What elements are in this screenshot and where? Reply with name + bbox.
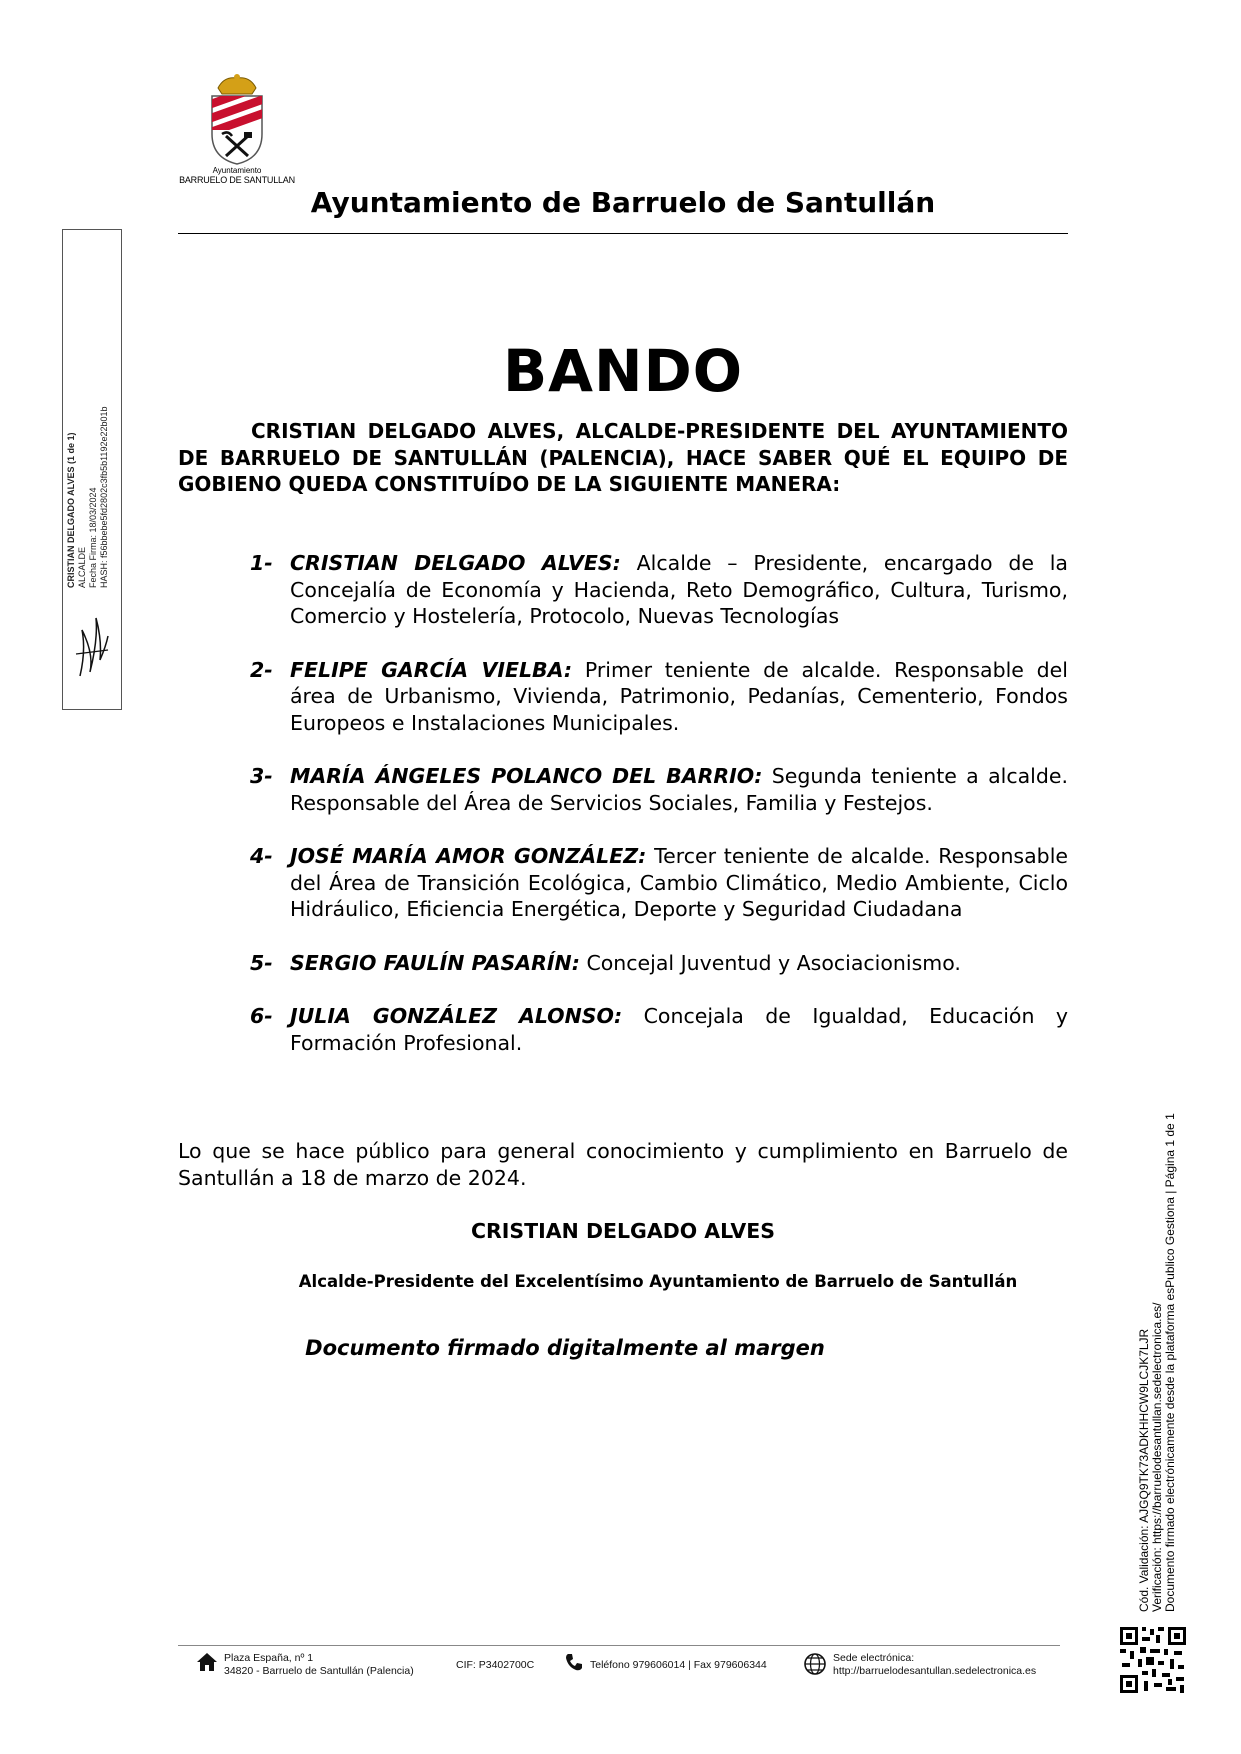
list-item	[178, 1003, 1068, 1056]
footer-phone-text: Teléfono 979606014 | Fax 979606344	[590, 1659, 767, 1671]
footer-address-line2: 34820 - Barruelo de Santullán (Palencia)	[224, 1665, 414, 1677]
phone-icon	[564, 1652, 584, 1672]
signer-stamp-name: CRISTIAN DELGADO ALVES (1 de 1)	[66, 432, 76, 588]
item-name: CRISTIAN DELGADO ALVES:	[290, 551, 621, 575]
signer-stamp-hash: HASH: f56bbebe5fd2802c3fb5b1192e22b01b	[99, 406, 109, 588]
item-name: MARÍA ÁNGELES POLANCO DEL BARRIO:	[290, 764, 763, 788]
list-item	[178, 763, 1068, 816]
document-title: BANDO	[502, 337, 744, 405]
item-name: SERGIO FAULÍN PASARÍN:	[290, 950, 580, 975]
qr-code-icon[interactable]	[1118, 1625, 1188, 1695]
footer-address	[196, 1652, 414, 1678]
item-number: 6-	[250, 1004, 273, 1028]
item-number: 2-	[250, 657, 273, 682]
item-number: 3-	[250, 764, 273, 788]
signer-stamp-role: ALCALDE	[77, 546, 87, 588]
header-title: Ayuntamiento de Barruelo de Santullán	[310, 186, 936, 219]
intro-paragraph: CRISTIAN DELGADO ALVES, ALCALDE-PRESIDENTE DEL AYUNTAMIENTO DE BARRUELO DE SANTULLÁN (PALENCIA), HACE SABER QUÉ EL EQUIPO DE GOBIENO QUEDA CONSTITUÍDO DE LA SIGUIENTE MANERA:	[178, 419, 1068, 496]
item-name: FELIPE GARCÍA VIELBA:	[290, 657, 573, 682]
item-description: Concejala de Igualdad, Educación y Formación Profesional.	[290, 1004, 1068, 1055]
verification-url: Verificación: https://barruelodesantullan.sedelectronica.es/	[1150, 1302, 1164, 1612]
footer-sede-label: Sede electrónica:	[833, 1652, 915, 1664]
signer-stamp-date: Fecha Firma: 18/03/2024	[88, 487, 98, 588]
item-description: Alcalde – Presidente, encargado de la Concejalía de Economía y Hacienda, Reto Demográfico, Cultura, Turismo, Comercio y Hostelería, Protocolo, Nuevas Tecnologías	[290, 551, 1068, 628]
footer	[178, 1652, 1060, 1692]
home-icon	[196, 1652, 218, 1672]
list-item	[178, 843, 1068, 923]
item-number: 4-	[250, 844, 273, 868]
footer-sede-link[interactable]: http://barruelodesantullan.sedelectronica.es	[833, 1665, 1037, 1677]
item-name: JULIA GONZÁLEZ ALONSO:	[290, 1004, 623, 1028]
item-description: Tercer teniente de alcalde. Responsable del Área de Transición Ecológica, Cambio Climático, Medio Ambiente, Ciclo Hidráulico, Eficiencia Energética, Deporte y Seguridad Ciudadana	[290, 844, 1068, 921]
list-item	[178, 657, 1068, 737]
footer-phone	[564, 1652, 767, 1672]
item-description: Primer teniente de alcalde. Responsable del área de Urbanismo, Vivienda, Patrimonio, Pedanías, Cementerio, Fondos Europeos e Instalaciones Municipales.	[290, 657, 1068, 735]
handwritten-signature-icon	[72, 610, 112, 680]
logo-caption-line1: Ayuntamiento	[212, 166, 262, 175]
item-name: JOSÉ MARÍA AMOR GONZÁLEZ:	[290, 844, 647, 868]
footer-address-line1: Plaza España, nº 1	[224, 1652, 314, 1664]
list-item	[178, 550, 1068, 630]
verification-code: Cód. Validación: AJGQ9TK73ADKHHCW9LCJK7LJR	[1137, 1328, 1151, 1612]
item-description: Concejal Juventud y Asociacionismo.	[579, 950, 961, 975]
footer-divider	[178, 1645, 1060, 1646]
digital-signature-note: Documento firmado digitalmente al margen	[305, 1336, 825, 1360]
coat-of-arms-icon	[204, 72, 270, 166]
closing-paragraph: Lo que se hace público para general conocimiento y cumplimiento en Barruelo de Santullán a 18 de marzo de 2024.	[178, 1139, 1068, 1190]
appointments-list	[178, 550, 1068, 1083]
signer-name: CRISTIAN DELGADO ALVES	[470, 1219, 776, 1243]
item-description: Segunda teniente a alcalde. Responsable del Área de Servicios Sociales, Familia y Festejos.	[290, 764, 1068, 815]
municipal-logo	[176, 72, 298, 190]
verification-block	[1138, 1092, 1177, 1612]
list-item	[178, 950, 1068, 977]
item-number: 1-	[250, 551, 273, 575]
footer-sede	[803, 1652, 1036, 1678]
verification-note: Documento firmado electrónicamente desde la plataforma esPublico Gestiona | Página 1 de 1	[1163, 1113, 1177, 1612]
item-number: 5-	[250, 950, 273, 975]
footer-cif: CIF: P3402700C	[456, 1659, 535, 1671]
logo-caption-line2: BARRUELO DE SANTULLAN	[179, 175, 295, 185]
signature-stamp-text	[66, 368, 110, 588]
globe-icon	[803, 1652, 827, 1676]
signer-role: Alcalde-Presidente del Excelentísimo Ayuntamiento de Barruelo de Santullán	[298, 1272, 1018, 1291]
header-divider	[178, 233, 1068, 234]
